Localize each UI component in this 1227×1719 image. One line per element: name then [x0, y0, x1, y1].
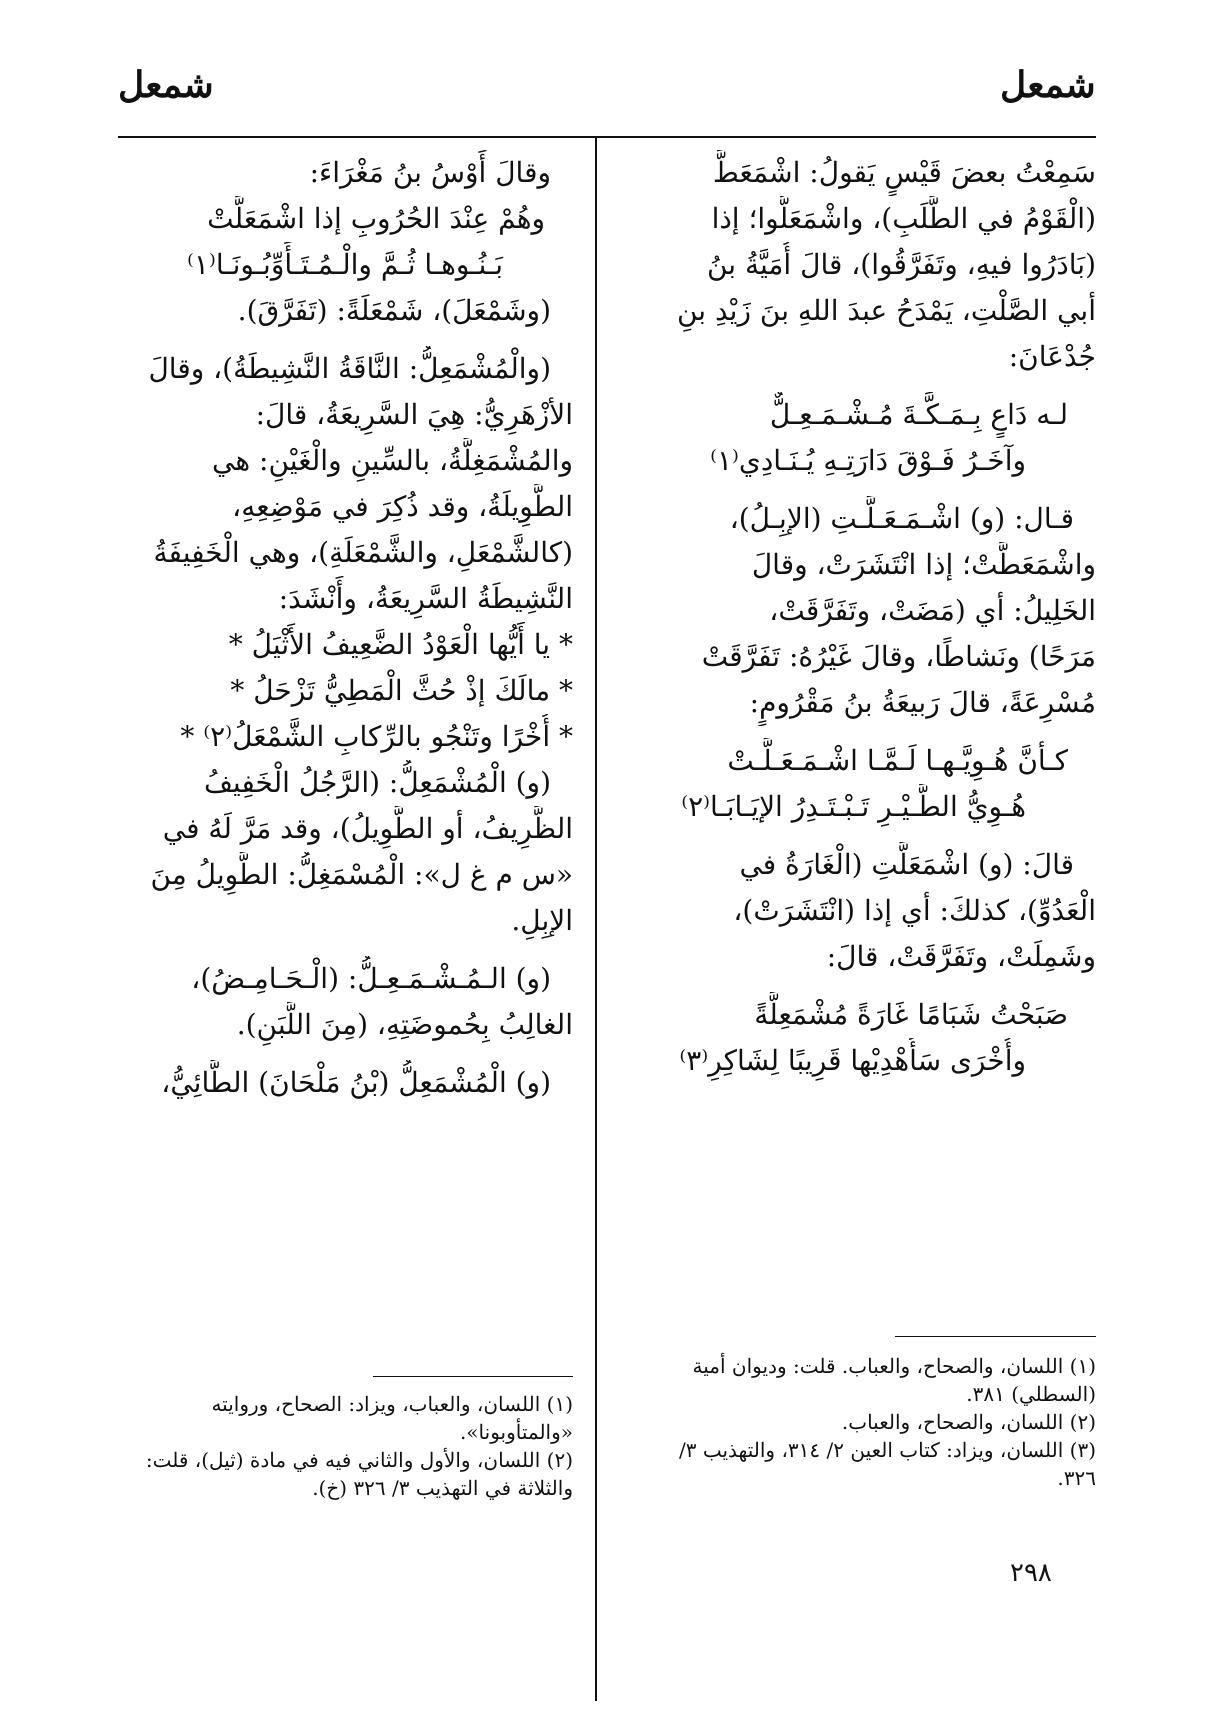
footnote: (١) اللسان، والصحاح، والعباب. قلت: وديوان أمية (السطلي) ٣٨١. — [692, 1354, 1096, 1406]
text-line: سَمِعْتُ بعضَ قَيْسٍ يَقولُ: اشْمَعَطَّ — [712, 156, 1096, 189]
text-line: الإبِلِ. — [511, 904, 573, 937]
footnotes-right — [650, 1352, 1096, 1492]
verse-line: بَـنُـوهـا ثُـمَّ والْـمُـتَـأَوِّبُـونَـا⁽١⁾ — [187, 248, 503, 281]
text-line: (و) الْمُشْمَعِلُّ: (الرَّجُلُ الْخَفِيفُ — [203, 766, 551, 799]
verse-line: كـأنَّ هُـوِيَّـهـا لَـمَّـا اشْـمَـعَـلَّـتْ — [727, 744, 1068, 777]
footnote-rule — [895, 1336, 1096, 1337]
footnote: (٢) اللسان، والأول والثاني فيه في مادة (ثيل)، قلت: والثلاثة في التهذيب ٣/ ٣٢٦ (خ). — [145, 1448, 573, 1500]
left-column — [118, 150, 573, 1106]
text-line: الطَّوِيلَةُ، وقد ذُكِرَ في مَوْضِعِهِ، — [232, 490, 573, 523]
rajaz-line: * أُخْرًا وتَنْجُو بالرِّكابِ الشَّمْعَلُ⁽٢⁾ * — [180, 720, 573, 753]
footnote: (١) اللسان، والعباب، ويزاد: الصحاح، وروايته «والمتأوبونا». — [211, 1392, 573, 1444]
text-line: (و) الْمُشْمَعِلُّ (بْنُ مَلْحَانَ) الطَّائِيُّ، — [161, 1066, 551, 1099]
text-line: (و) الـمُـشْـمَـعِـلُّ: (الْـحَـامِـضُ)، — [191, 962, 551, 995]
footnotes-left — [118, 1390, 573, 1502]
text-line: (والْمُشْمَعِلُّ: النَّاقَةُ النَّشِيطَةُ)، وقالَ — [148, 352, 551, 385]
rajaz-line: * مالَكَ إذْ حُثَّ الْمَطِيُّ تَزْحَلُ * — [230, 674, 573, 707]
right-column — [622, 150, 1096, 1084]
page-number: ٢٩٨ — [1010, 1558, 1052, 1588]
text-line: الْعَدُوِّ)، كذلكَ: أي إذا (انْتَشَرَتْ)، — [733, 894, 1096, 927]
text-line: مُسْرِعَةً، قالَ رَبيعَةُ بنُ مَقْرُومٍ: — [749, 686, 1096, 719]
text-line: النَّشِيطَةُ السَّرِيعَةُ، وأَنْشَدَ: — [278, 582, 573, 615]
text-line: قـال: (و) اشْـمَـعَـلَّـتِ (الإبِـلُ)، — [729, 502, 1074, 535]
footnote: (٣) اللسان، ويزاد: كتاب العين ٢/ ٣١٤، والتهذيب ٣/ ٣٢٦. — [678, 1438, 1096, 1490]
text-line: (وشَمْعَلَ)، شَمْعَلَةً: (تَفَرَّقَ). — [237, 294, 551, 327]
text-line: الخَلِيلُ: أي (مَضَتْ، وتَفَرَّقَتْ، — [769, 594, 1096, 627]
verse-line: وهُمْ عِنْدَ الحُرُوبِ إذا اشْمَعَلَّتْ — [207, 202, 545, 235]
running-head-right: شمعل — [1000, 64, 1096, 106]
text-line: (الْقَوْمُ في الطَّلَبِ)، واشْمَعَلُّوا؛ إذا — [711, 202, 1096, 235]
text-line: قالَ: (و) اشْمَعَلَّتِ (الْغَارَةُ في — [739, 848, 1074, 881]
text-line: وقالَ أَوْسُ بنُ مَغْرَاءَ: — [309, 156, 551, 189]
column-divider — [595, 136, 597, 1701]
verse-line: صَبَحْتُ شَبَامًا غَارَةً مُشْمَعِلَّةً — [754, 998, 1068, 1031]
text-line: الظَّرِيفُ، أو الطَّوِيلُ)، وقد مَرَّ لَهُ في — [162, 812, 573, 845]
footnote: (٢) اللسان، والصحاح، والعباب. — [841, 1410, 1096, 1434]
verse-line: لـه دَاعٍ بِـمَـكَّـةَ مُـشْـمَـعِـلٌّ — [769, 398, 1068, 431]
verse-line: وآخَـرُ فَـوْقَ دَارَتِـهِ يُـنَـادِي⁽١⁾ — [710, 444, 1026, 477]
text-line: أبي الصَّلْتِ، يَمْدَحُ عبدَ اللهِ بنَ زَيْدِ بنِ — [676, 294, 1096, 327]
text-line: جُدْعَانَ: — [1008, 340, 1096, 373]
running-head-left: شمعل — [118, 64, 214, 106]
rajaz-line: * يا أَيُّها الْعَوْدُ الضَّعِيفُ الأَثْيَلُ * — [228, 628, 573, 661]
text-line: والمُشْمَغِلَّةُ، بالسِّينِ والْغَيْنِ: هي — [212, 444, 573, 477]
text-line: مَرَحًا) ونَشاطًا، وقالَ غَيْرُهُ: تَفَرَّقَتْ — [701, 640, 1096, 673]
text-line: «س م غ ل»: الْمُسْمَغِلُّ: الطَّوِيلُ مِنَ — [150, 858, 573, 891]
text-line: (كالشَّمْعَلِ، والشَّمْعَلَةِ)، وهي الْخَفِيفَةُ — [153, 536, 573, 569]
header-rule — [118, 136, 1096, 138]
verse-line: هُـوِيُّ الطَّـيْـرِ تَـبْـتَـدِرُ الإيَـابَـا⁽٢⁾ — [681, 790, 1026, 823]
text-line: وشَمِلَتْ، وتَفَرَّقَتْ، قالَ: — [826, 940, 1096, 973]
footnote-rule — [373, 1376, 573, 1377]
text-line: الغالِبُ بِحُموضَتِهِ، (مِنَ اللَّبَنِ). — [236, 1008, 573, 1041]
text-line: الأزْهَرِيُّ: هِيَ السَّرِيعَةُ، قالَ: — [255, 398, 573, 431]
text-line: (بَادَرُوا فيهِ، وتَفَرَّقُوا)، قالَ أُمَيَّةُ بنُ — [706, 248, 1096, 281]
verse-line: وأُخْرَى سَأُهْدِيْها قَرِيبًا لِشَاكِرِ⁽٣⁾ — [679, 1044, 1026, 1077]
text-line: واشْمَعَطَّتْ؛ إذا انْتَشَرَتْ، وقالَ — [751, 548, 1096, 581]
